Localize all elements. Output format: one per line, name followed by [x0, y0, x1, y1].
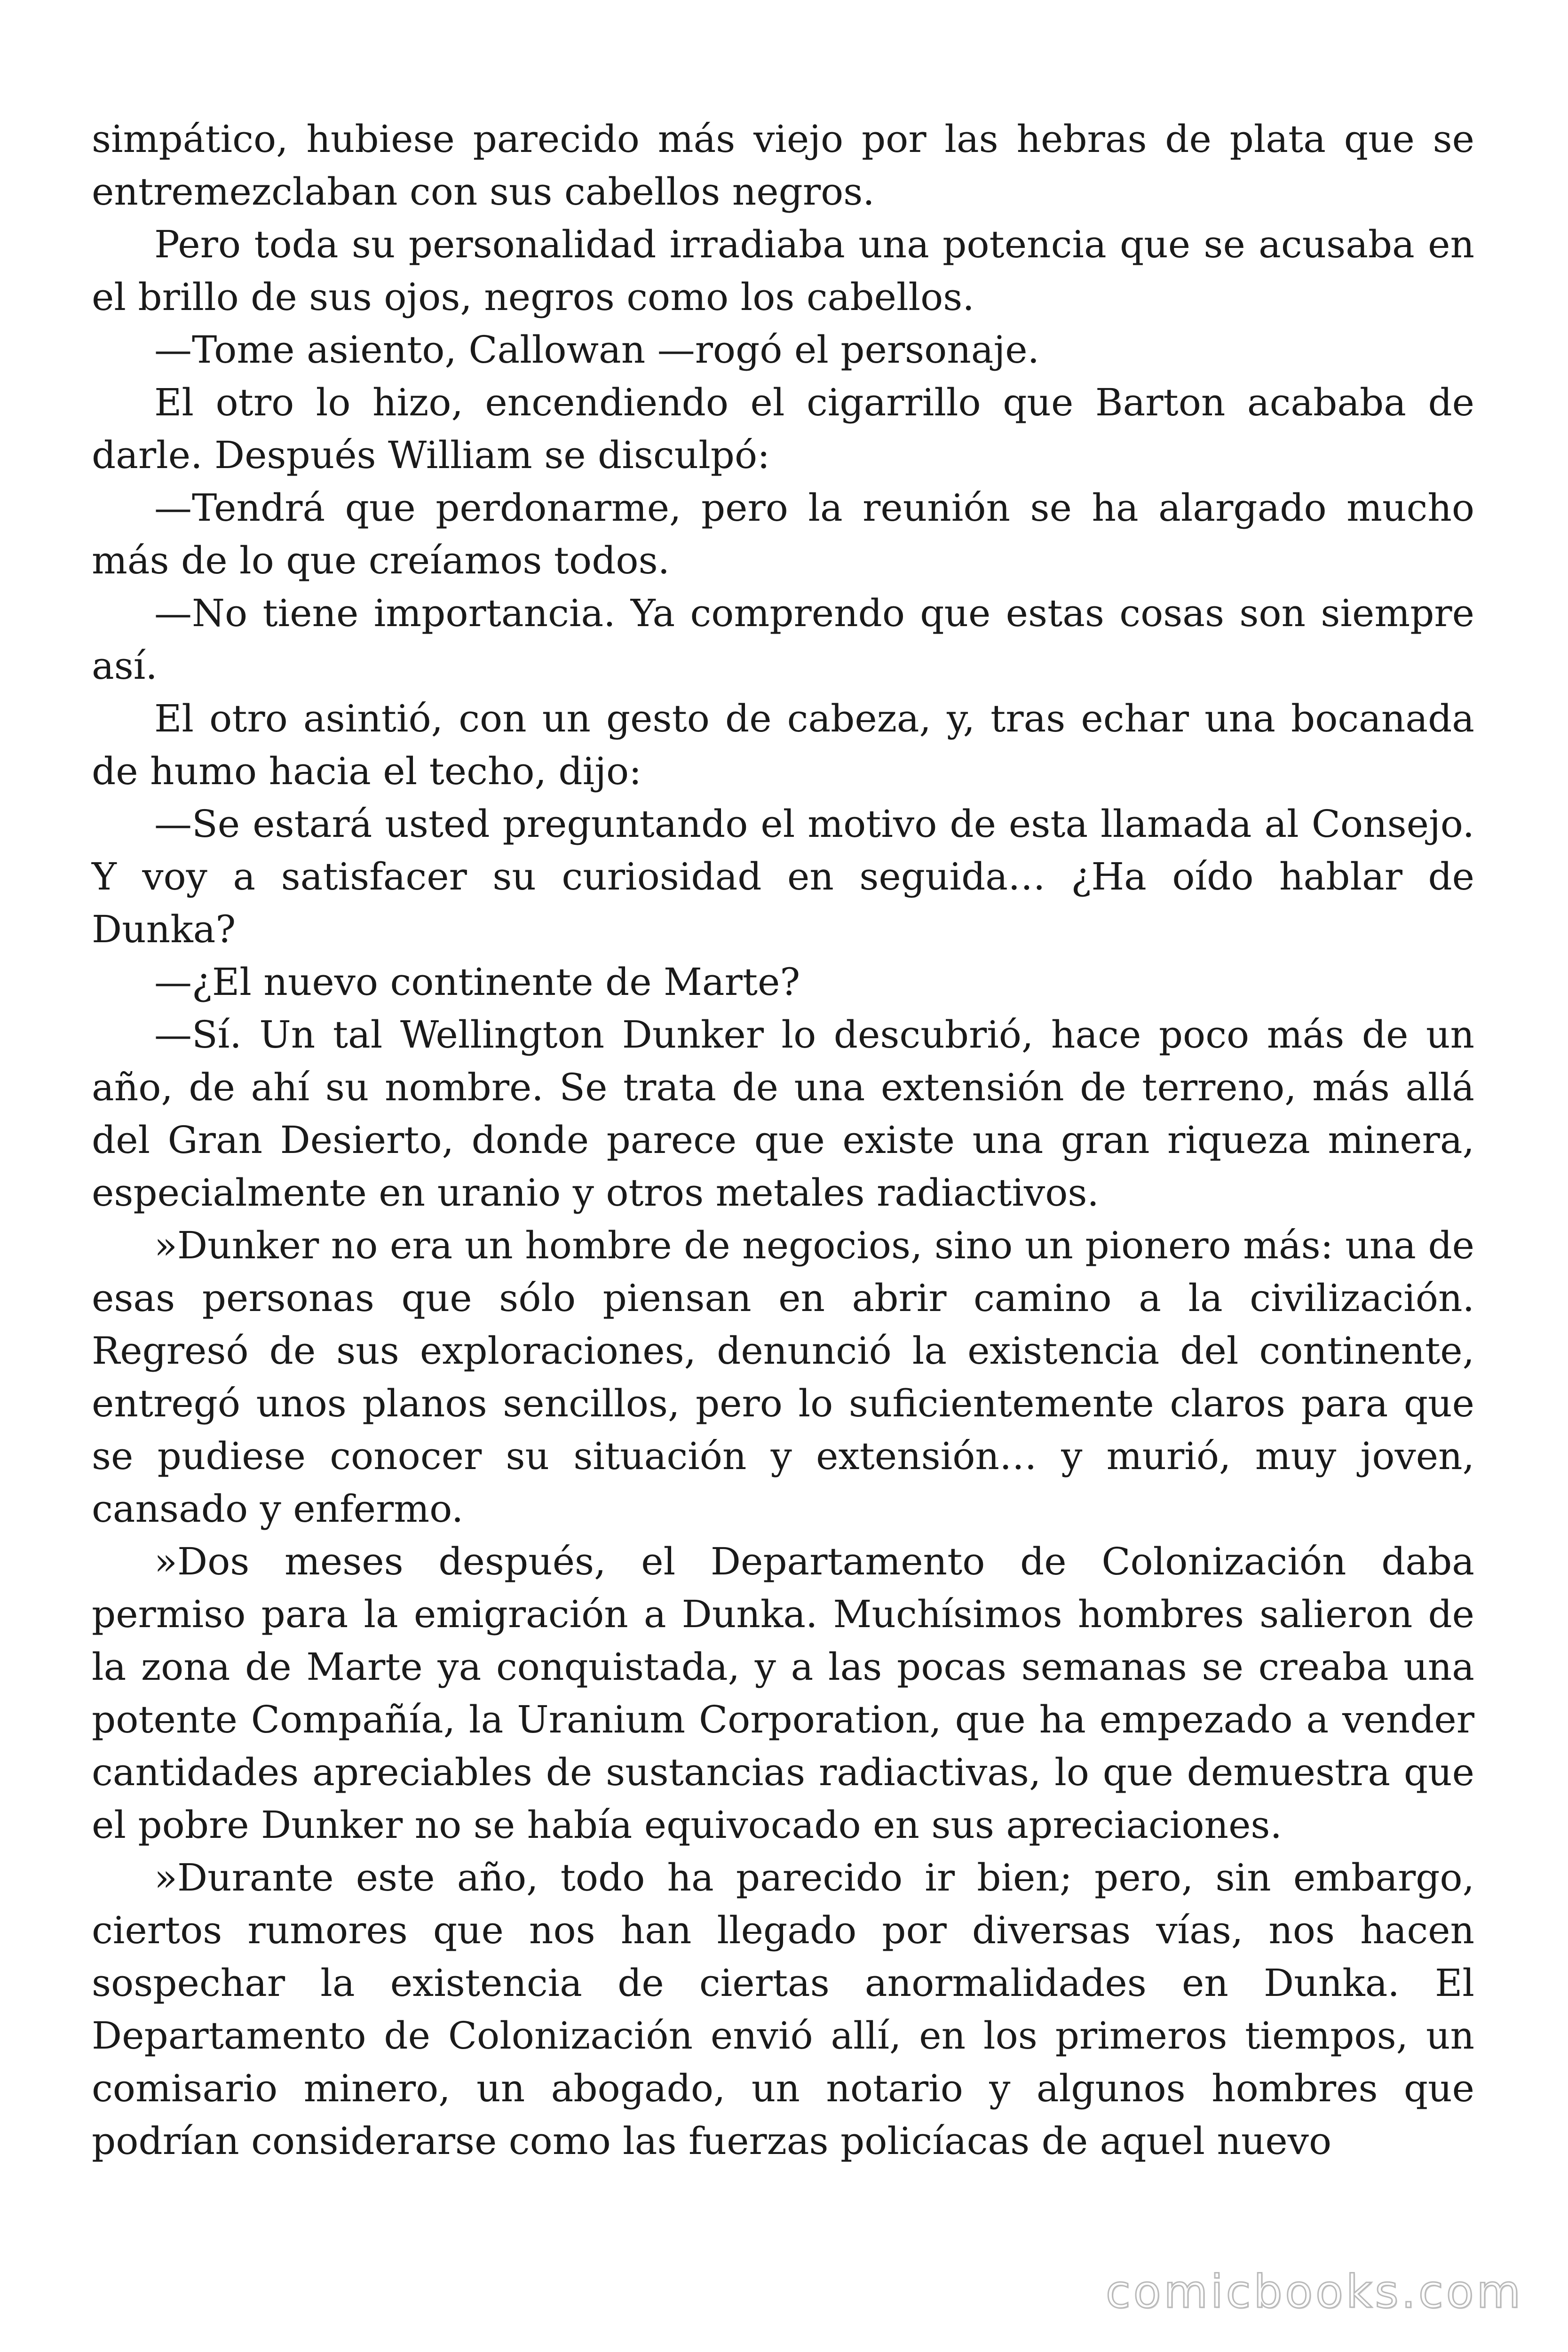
paragraph: —Tendrá que perdonarme, pero la reunión se ha alargado mucho más de lo que creíamos todos. — [92, 486, 1474, 582]
page-text — [92, 113, 1474, 2168]
paragraph: »Dunker no era un hombre de negocios, sino un pionero más: una de esas personas que sólo piensan en abrir camino a la civilización. Regresó de sus exploraciones, denunció la existencia del continente, entregó unos planos sencillos, pero lo suficientemente claros para que se pudiese conocer su situación y extensión… y murió, muy joven, cansado y enfermo. — [92, 1224, 1474, 1531]
paragraph: »Dos meses después, el Departamento de Colonización daba permiso para la emigración a Dunka. Muchísimos hombres salieron de la zona de Marte ya conquistada, y a las pocas semanas se creaba una potente Compañía, la Uranium Corporation, que ha empezado a vender cantidades apreciables de sustancias radiactivas, lo que demuestra que el pobre Dunker no se había equivocado en sus apreciaciones. — [92, 1540, 1474, 1847]
paragraph: —Se estará usted preguntando el motivo de esta llamada al Consejo. Y voy a satisfacer su curiosidad en seguida… ¿Ha oído hablar de Dunka? — [92, 802, 1474, 951]
paragraph: —¿El nuevo continente de Marte? — [154, 960, 800, 1004]
paragraph: —Tome asiento, Callowan —rogó el personaje. — [154, 328, 1040, 372]
watermark: comicbooks.com — [1105, 2265, 1523, 2318]
paragraph: —Sí. Un tal Wellington Dunker lo descubrió, hace poco más de un año, de ahí su nombre. Se trata de una extensión de terreno, más allá del Gran Desierto, donde parece que existe una gran riqueza minera, especialmente en uranio y otros metales radiactivos. — [92, 1013, 1474, 1215]
paragraph: El otro lo hizo, encendiendo el cigarrillo que Barton acababa de darle. Después William se disculpó: — [92, 381, 1474, 477]
paragraph: —No tiene importancia. Ya comprendo que estas cosas son siempre así. — [92, 591, 1474, 688]
paragraph: »Durante este año, todo ha parecido ir bien; pero, sin embargo, ciertos rumores que nos han llegado por diversas vías, nos hacen sospechar la existencia de ciertas anormalidades en Dunka. El Departamento de Colonización envió allí, en los primeros tiempos, un comisario minero, un abogado, un notario y algunos hombres que podrían considerarse como las fuerzas policíacas de aquel nuevo — [92, 1856, 1474, 2163]
paragraph: El otro asintió, con un gesto de cabeza, y, tras echar una bocanada de humo hacia el techo, dijo: — [92, 697, 1474, 793]
paragraph: Pero toda su personalidad irradiaba una potencia que se acusaba en el brillo de sus ojos, negros como los cabellos. — [92, 222, 1474, 319]
paragraph: simpático, hubiese parecido más viejo por las hebras de plata que se entremezclaban con sus cabellos negros. — [92, 117, 1474, 214]
